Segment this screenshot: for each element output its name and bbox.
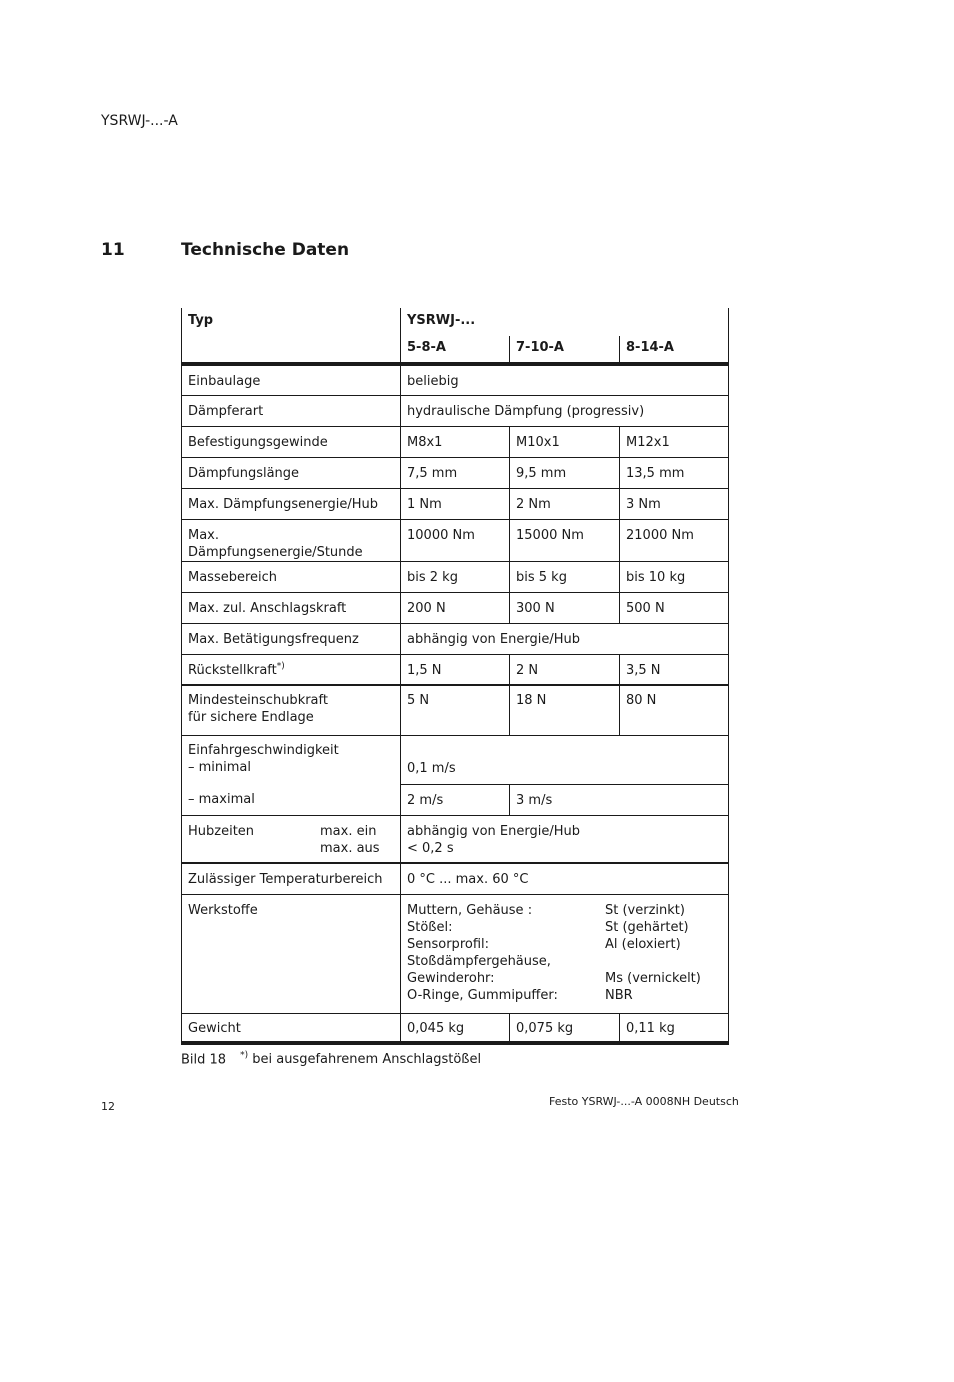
row-value: 9,5 mm (510, 457, 620, 488)
row-value: bis 5 kg (510, 561, 620, 592)
rueckstell-label: Rückstellkraft (188, 662, 277, 678)
row-value: 200 N (401, 592, 510, 623)
row-label (182, 685, 401, 735)
row-value: bis 2 kg (401, 561, 510, 592)
material-part: Sensorprofil: (407, 936, 490, 952)
row-value: 80 N (620, 685, 729, 735)
row-value: 0,045 kg (401, 1013, 510, 1043)
table-header-row (182, 308, 729, 336)
row-label: Befestigungsgewinde (182, 426, 401, 457)
row-label: Dämpfungslänge (182, 457, 401, 488)
row-value: 10000 Nm (401, 519, 510, 561)
row-label: Gewicht (182, 1013, 401, 1043)
table-row (182, 1013, 729, 1043)
row-label (182, 654, 401, 685)
running-header: YSRWJ-...-A (101, 113, 178, 129)
caption-label: Bild 18 (181, 1052, 227, 1068)
material-part: Gewinderohr: (407, 970, 495, 986)
geschw-min-label: – minimal (188, 759, 252, 775)
row-label: Max. Dämpfungsenergie/Stunde (182, 519, 401, 561)
material-value: Ms (vernickelt) (605, 970, 701, 986)
table-row (182, 364, 729, 395)
hubzeiten-sub-2: max. aus (320, 840, 380, 856)
row-value: bis 10 kg (620, 561, 729, 592)
header-typ: Typ (182, 308, 401, 364)
table-row (182, 457, 729, 488)
material-value (605, 953, 722, 970)
header-variant: 8-14-A (620, 336, 729, 364)
table-row (182, 592, 729, 623)
material-value: Al (eloxiert) (605, 936, 681, 952)
row-value (401, 815, 729, 863)
material-part: Muttern, Gehäuse : (407, 902, 533, 918)
page-number: 12 (101, 1100, 115, 1113)
row-value: beliebig (401, 364, 729, 395)
row-label: Max. Betätigungsfrequenz (182, 623, 401, 654)
row-value: M8x1 (401, 426, 510, 457)
table-row (182, 488, 729, 519)
row-value: 13,5 mm (620, 457, 729, 488)
row-value: abhängig von Energie/Hub (401, 623, 729, 654)
caption-text: bei ausgefahrenem Anschlagstößel (252, 1052, 482, 1068)
page-footer: Festo YSRWJ-...-A 0008NH Deutsch (549, 1095, 739, 1108)
table-row (182, 519, 729, 561)
table-row (182, 894, 729, 1013)
material-value: NBR (605, 987, 633, 1003)
row-value: 7,5 mm (401, 457, 510, 488)
row-label: Dämpferart (182, 395, 401, 426)
footnote-mark: *) (240, 1051, 249, 1061)
row-value: 0,1 m/s (401, 735, 729, 784)
row-label (182, 735, 401, 784)
material-value: St (verzinkt) (605, 902, 685, 918)
row-value: hydraulische Dämpfung (progressiv) (401, 395, 729, 426)
row-value: 0,11 kg (620, 1013, 729, 1043)
hubzeiten-val-1: abhängig von Energie/Hub (407, 823, 581, 839)
material-part: Stößel: (407, 919, 453, 935)
row-value: 18 N (510, 685, 620, 735)
row-value: 1,5 N (401, 654, 510, 685)
geschw-label: Einfahrgeschwindigkeit (188, 742, 339, 758)
row-value: M10x1 (510, 426, 620, 457)
technical-data-table (181, 308, 729, 1045)
table-row (182, 654, 729, 685)
material-value: St (gehärtet) (605, 919, 689, 935)
geschw-max-label: – maximal (182, 784, 401, 815)
row-value: 2 Nm (510, 488, 620, 519)
material-part: Stoßdämpfergehäuse, (407, 953, 551, 969)
row-value: 2 N (510, 654, 620, 685)
table-row (182, 784, 729, 815)
table-row (182, 426, 729, 457)
row-value (401, 894, 729, 1013)
footnote-mark: *) (276, 661, 285, 672)
row-value: 5 N (401, 685, 510, 735)
row-value: M12x1 (620, 426, 729, 457)
row-value: 2 m/s (401, 784, 510, 815)
row-value: 1 Nm (401, 488, 510, 519)
row-value: 21000 Nm (620, 519, 729, 561)
table-row (182, 735, 729, 784)
figure-caption (181, 1051, 481, 1067)
table-row (182, 685, 729, 735)
section-title: Technische Daten (181, 240, 350, 260)
table-row (182, 561, 729, 592)
row-label: Max. zul. Anschlagskraft (182, 592, 401, 623)
table-row (182, 623, 729, 654)
table-row (182, 395, 729, 426)
material-part: O-Ringe, Gummipuffer: (407, 987, 558, 1003)
header-model: YSRWJ-... (401, 308, 729, 336)
header-variant: 7-10-A (510, 336, 620, 364)
row-value: 15000 Nm (510, 519, 620, 561)
row-value: 500 N (620, 592, 729, 623)
row-value: 300 N (510, 592, 620, 623)
row-value: 3 m/s (510, 784, 729, 815)
hubzeiten-label: Hubzeiten (188, 823, 255, 839)
row-label (182, 815, 401, 863)
section-number: 11 (101, 240, 125, 260)
row-label: Massebereich (182, 561, 401, 592)
hubzeiten-val-2: < 0,2 s (407, 840, 454, 856)
table-row (182, 815, 729, 863)
row-label: Max. Dämpfungsenergie/Hub (182, 488, 401, 519)
row-value: 3 Nm (620, 488, 729, 519)
materials-list (407, 902, 722, 1004)
row-label: Werkstoffe (182, 894, 401, 1013)
einschub-label-2: für sichere Endlage (188, 710, 314, 725)
row-value: 0 °C ... max. 60 °C (401, 863, 729, 894)
row-label: Einbaulage (182, 364, 401, 395)
row-value: 3,5 N (620, 654, 729, 685)
table-row (182, 863, 729, 894)
header-variant: 5-8-A (401, 336, 510, 364)
hubzeiten-sub-1: max. ein (320, 823, 377, 839)
row-value: 0,075 kg (510, 1013, 620, 1043)
row-label: Zulässiger Temperaturbereich (182, 863, 401, 894)
einschub-label-1: Mindesteinschubkraft (188, 693, 328, 708)
